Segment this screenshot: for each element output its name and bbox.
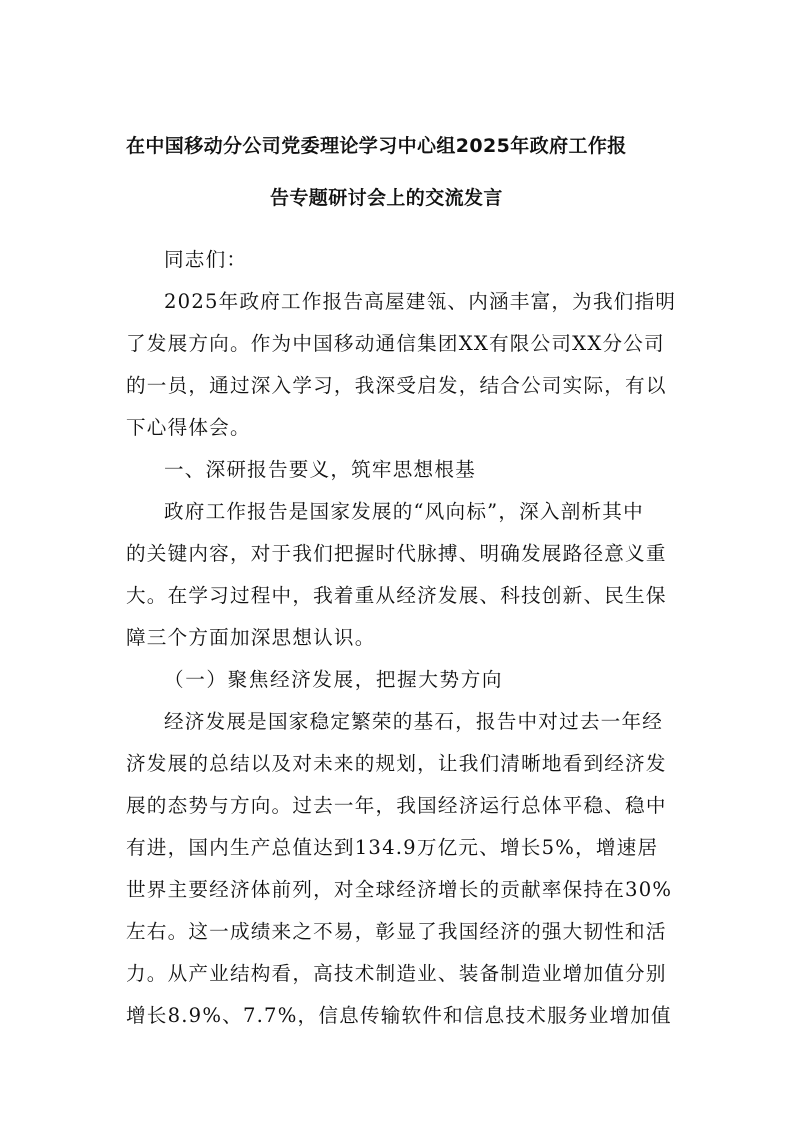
document-title-line-1: 在中国移动分公司党委理论学习中心组2025年政府工作报	[126, 135, 627, 157]
salutation: 同志们：	[164, 248, 248, 271]
paragraph-line: 的关键内容，对于我们把握时代脉搏、明确发展路径意义重	[126, 542, 667, 565]
paragraph-line: 展的态势与方向。过去一年，我国经济运行总体平稳、稳中	[126, 794, 667, 817]
paragraph-line: 有进，国内生产总值达到134.9万亿元、增长5%，增速居	[126, 836, 659, 859]
paragraph-line: 政府工作报告是国家发展的“风向标”，深入剖析其中	[164, 500, 644, 523]
paragraph-line: 左右。这一成绩来之不易，彰显了我国经济的强大韧性和活	[126, 920, 667, 943]
subsection-heading: （一）聚焦经济发展，把握大势方向	[164, 668, 504, 691]
paragraph-line: 下心得体会。	[126, 416, 251, 439]
paragraph-line: 的一员，通过深入学习，我深受启发，结合公司实际，有以	[126, 374, 667, 397]
section-heading: 一、深研报告要义，筑牢思想根基	[164, 458, 476, 481]
paragraph-line: 增长8.9%、7.7%，信息传输软件和信息技术服务业增加值	[126, 1004, 672, 1027]
document-title-line-2: 告专题研讨会上的交流发言	[270, 187, 503, 209]
paragraph-line: 经济发展是国家稳定繁荣的基石，报告中对过去一年经	[164, 710, 664, 733]
paragraph-line: 大。在学习过程中，我着重从经济发展、科技创新、民生保	[126, 584, 667, 607]
paragraph-line: 世界主要经济体前列，对全球经济增长的贡献率保持在30%	[126, 878, 673, 901]
paragraph-line: 2025年政府工作报告高屋建瓴、内涵丰富，为我们指明	[164, 290, 677, 313]
paragraph-line: 力。从产业结构看，高技术制造业、装备制造业增加值分别	[126, 962, 667, 985]
paragraph-line: 障三个方面加深思想认识。	[126, 626, 376, 649]
paragraph-line: 了发展方向。作为中国移动通信集团XX有限公司XX分公司	[126, 332, 665, 355]
paragraph-line: 济发展的总结以及对未来的规划，让我们清晰地看到经济发	[126, 752, 667, 775]
